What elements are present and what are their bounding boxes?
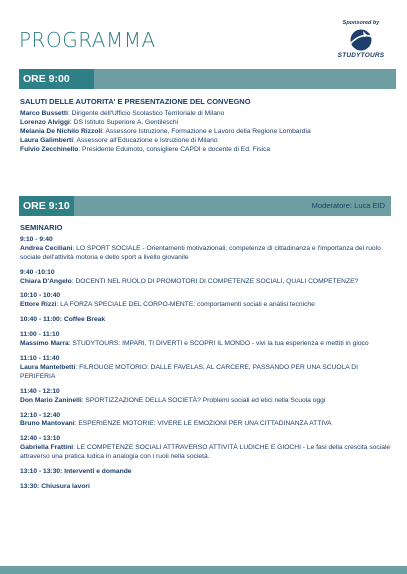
agenda-speaker: Laura Mantelbetti <box>20 363 76 371</box>
sponsor-label: Sponsored by <box>342 20 380 26</box>
section-heading: SEMINARIO <box>20 223 63 232</box>
agenda-time: 10:40 - 11:00: Coffee Break <box>20 316 106 324</box>
agenda-item <box>20 269 395 287</box>
agenda-text: : ESPERIENZE MOTORIE: VIVERE LE EMOZIONI PER UNA CITTADINANZA ATTIVA <box>74 420 332 428</box>
sponsor-name: STUDYTOURS <box>337 52 385 59</box>
agenda-speaker: Massimo Marra <box>20 340 69 348</box>
speaker-name: Melania De Nichilo Rizzoli <box>20 127 103 135</box>
speaker-role: : Assessore all'Educazione e Istruzione di Milano <box>73 136 218 144</box>
agenda-item <box>20 292 395 310</box>
studytours-globe-icon <box>347 28 375 52</box>
moderator-label: Moderatore: Luca EID <box>311 201 385 210</box>
speaker-role: : Assessore Istruzione, Formazione e Lavoro della Regione Lombardia <box>102 127 311 135</box>
agenda-text: : STUDYTOURS: IMPARI, TI DIVERTI e SCOPRI IL MONDO - vivi la tua esperienza e mettiti in gioco <box>68 340 369 348</box>
time-label: ORE 9:10 <box>19 196 74 216</box>
agenda-text: : SPORTIZZAZIONE DELLA SOCIETÀ? Problemi sociali ed etici nella Scuola oggi <box>81 396 326 404</box>
agenda-item <box>20 483 395 492</box>
speaker-line <box>20 128 395 137</box>
agenda-time: 10:10 - 10:40 <box>20 292 61 300</box>
time-bar-1 <box>19 69 396 89</box>
agenda-speaker: Gabriella Frattini <box>20 444 74 452</box>
agenda-speaker: Bruno Mantovani <box>20 420 75 428</box>
time-label: ORE 9:00 <box>19 69 94 89</box>
speaker-name: Marco Bussetti <box>20 109 68 117</box>
agenda-time: 12:10 - 12:40 <box>20 411 61 419</box>
speaker-role: : Dirigente dell'Ufficio Scolastico Territoriale di Milano <box>67 109 225 117</box>
agenda-item <box>20 316 395 325</box>
greetings-section <box>20 98 395 154</box>
agenda-time: 13:10 - 13:30: Interventi e domande <box>20 468 132 476</box>
agenda-text: : DOCENTI NEL RUOLO DI PROMOTORI DI COMPETENZE SOCIALI, QUALI COMPETENZE? <box>71 277 359 285</box>
footer-bar <box>0 566 407 574</box>
agenda-item <box>20 331 395 349</box>
agenda-speaker: Ettore Rizzi <box>20 301 57 309</box>
agenda-time: 11:10 - 11:40 <box>20 354 60 362</box>
agenda-time: 11:40 - 12:10 <box>20 387 60 395</box>
agenda-item <box>20 468 395 477</box>
speaker-name: Laura Galimberti <box>20 136 74 144</box>
agenda-time: 11:00 - 11:10 <box>20 331 60 339</box>
speaker-name: Lorenzo Alviggi <box>20 118 70 126</box>
agenda-time: 9:40 -10:10 <box>20 268 55 276</box>
agenda-item <box>20 236 395 263</box>
agenda-item <box>20 412 395 430</box>
agenda-speaker: Don Mario Zaninelli <box>20 396 82 404</box>
agenda-text: : FILROUGE MOTORIO: DALLE FAVELAS, AL CARCERE, PASSANDO PER UNA SCUOLA DI PERIFERIA <box>20 363 358 380</box>
agenda-text: : LA FORZA SPECIALE DEL CORPO-MENTE: comportamenti sociali e analisi tecniche <box>56 301 315 309</box>
agenda-item <box>20 388 395 406</box>
agenda-text: : LO SPORT SOCIALE - Orientamenti motivazionali, competenze di cittadinanza e l'importanza del ruolo sociale dell'attività motoria e dello sport a livello giovanile <box>20 244 381 261</box>
section-heading: SALUTI DELLE AUTORITA' E PRESENTAZIONE DEL CONVEGNO <box>20 97 251 106</box>
time-bar-2 <box>19 196 391 216</box>
agenda-speaker: Chiara D'Angelo <box>20 277 72 285</box>
sponsor-block <box>326 20 396 59</box>
speaker-line <box>20 110 395 119</box>
speaker-role: : Presidente Edumoto, consigliere CAPDI e docente di Ed. Fisica <box>78 145 271 153</box>
speaker-line <box>20 119 395 128</box>
speaker-line <box>20 146 395 155</box>
agenda-text: : LE COMPETENZE SOCIALI ATTRAVERSO ATTIVITÀ LUDICHE E GIOCHI - Le fasi della crescita sociale attraverso una pratica ludica in analogia con i ruoli nella società. <box>20 444 391 461</box>
agenda-time: 9:10 - 9:40 <box>20 235 53 243</box>
agenda-time: 12:40 - 13:10 <box>20 435 61 443</box>
agenda-item <box>20 355 395 382</box>
speaker-role: : DS Istituto Superiore A. Gentileschi <box>69 118 179 126</box>
agenda-time: 13:30: Chiusura lavori <box>20 482 90 490</box>
agenda-speaker: Andrea Ceciliani <box>20 244 73 252</box>
agenda-item <box>20 435 395 462</box>
speaker-name: Fulvio Zecchinello <box>20 145 79 153</box>
speaker-line <box>20 137 395 146</box>
seminar-section <box>20 224 395 492</box>
page-title: PROGRAMMA <box>19 28 156 52</box>
